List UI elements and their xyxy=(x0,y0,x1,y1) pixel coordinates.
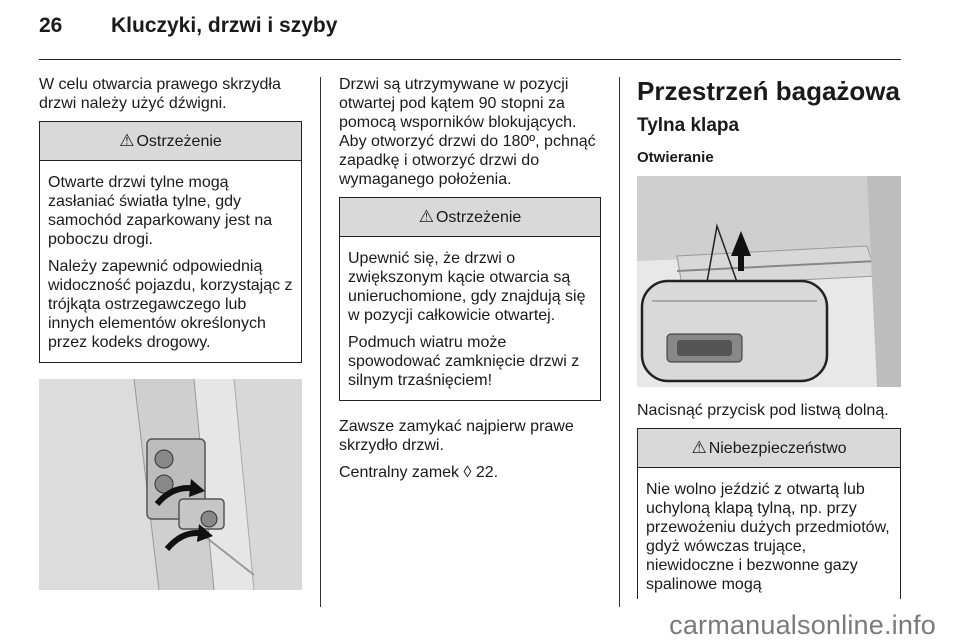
header-divider xyxy=(39,59,901,60)
warning-title: Ostrzeżenie xyxy=(435,209,522,226)
intro-paragraph: W celu otwarcia prawego skrzydła drzwi należy użyć dźwigni. xyxy=(39,76,281,112)
caption-paragraph: Nacisnąć przycisk pod listwą dolną. xyxy=(637,402,889,419)
warning-title: Ostrzeżenie xyxy=(136,133,222,150)
sub-subsection-heading: Otwieranie xyxy=(637,149,714,166)
warning-header xyxy=(40,122,301,161)
warning-triangle-icon: ⚠ xyxy=(119,131,135,150)
paragraph: Drzwi są utrzymywane w pozycji otwartej pod kątem 90 stopni za pomocą wsporników blokujących. Aby otworzyć drzwi do 180º, pchnąć zapadkę i otworzyć drzwi do wymaganego położenia. xyxy=(339,76,596,188)
watermark: carmanualsonline.info xyxy=(669,610,936,640)
warning-text: Należy zapewnić odpowiednią widoczność pojazdu, korzystając z trójkąta ostrzegawczego lub innych elementów określonych przez kodeks drogowy. xyxy=(48,258,293,351)
warning-text: Upewnić się, że drzwi o zwiększonym kącie otwarcia są unieruchomione, gdy znajdują się w pozycji całkowicie otwartej. xyxy=(348,250,586,324)
column-1 xyxy=(39,75,302,590)
tailgate-illustration xyxy=(637,176,901,387)
page-reference-icon: ◊ xyxy=(463,464,472,481)
warning-box xyxy=(339,197,601,401)
cross-reference-text: Centralny zamek xyxy=(339,464,460,481)
danger-title: Niebezpieczeństwo xyxy=(708,440,847,457)
column-divider-1 xyxy=(320,77,321,607)
paragraph xyxy=(339,463,601,482)
page-reference-link[interactable]: 22. xyxy=(475,464,499,481)
warning-triangle-icon: ⚠ xyxy=(418,207,434,226)
danger-header xyxy=(638,429,900,468)
subsection-heading: Tylna klapa xyxy=(637,115,740,136)
door-hinge-illustration xyxy=(39,379,302,590)
column-3 xyxy=(637,76,901,615)
warning-box xyxy=(39,121,302,363)
warning-text: Otwarte drzwi tylne mogą zasłaniać światła tylne, gdy samochód zaparkowany jest na poboczu drogi. xyxy=(48,174,273,248)
danger-box xyxy=(637,428,901,599)
warning-text: Podmuch wiatru może spowodować zamknięcie drzwi z silnym trzaśnięciem! xyxy=(348,334,580,389)
column-2 xyxy=(339,75,601,490)
section-heading: Przestrzeń bagażowa xyxy=(637,76,900,106)
chapter-title: Kluczyki, drzwi i szyby xyxy=(111,14,338,37)
warning-header xyxy=(340,198,600,237)
column-divider-2 xyxy=(619,77,620,607)
warning-triangle-icon: ⚠ xyxy=(691,438,707,457)
paragraph: Zawsze zamykać najpierw prawe skrzydło drzwi. xyxy=(339,418,574,454)
page-header xyxy=(39,14,337,38)
danger-text: Nie wolno jeździć z otwartą lub uchyloną klapą tylną, np. przy przewożeniu dużych przedmiotów, gdyż wówczas trujące, niewidoczne i bezwonne gazy spalinowe mogą xyxy=(646,481,890,593)
page-number: 26 xyxy=(39,14,63,37)
